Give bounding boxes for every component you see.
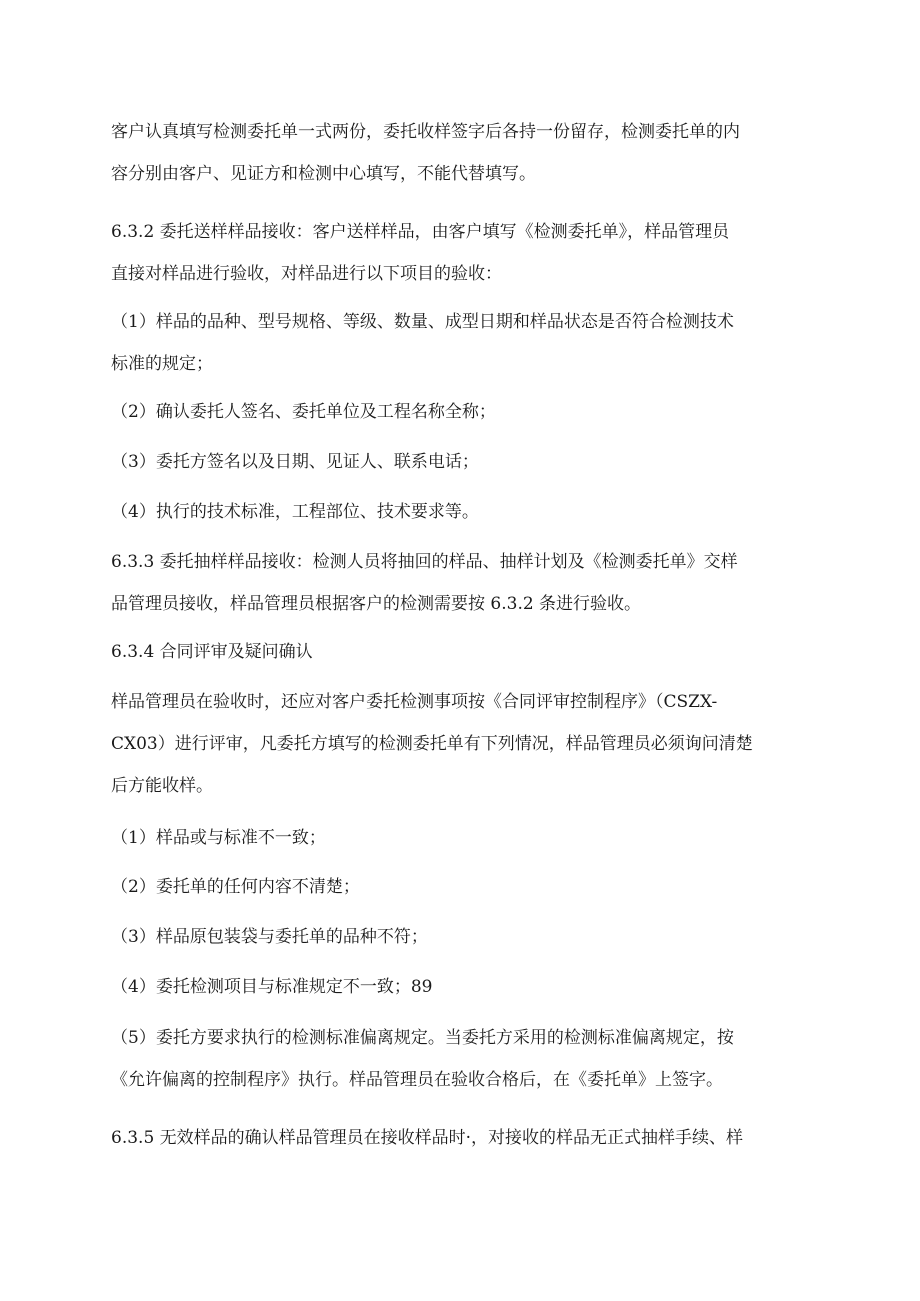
text-line: 品管理员接收，样品管理员根据客户的检测需要按 6.3.2 条进行验收。 <box>111 594 642 614</box>
text-line: 《允许偏离的控制程序》执行。样品管理员在验收合格后，在《委托单》上签字。 <box>111 1070 723 1090</box>
list-item-3 <box>111 441 811 483</box>
review-item-4 <box>111 966 811 1008</box>
text-line: 6.3.4 合同评审及疑问确认 <box>111 642 313 662</box>
text-line: （2）委托单的任何内容不清楚； <box>111 877 360 897</box>
heading-6-3-4 <box>111 631 811 673</box>
list-item-1 <box>111 301 811 385</box>
text-line: 6.3.3 委托抽样样品接收：检测人员将抽回的样品、抽样计划及《检测委托单》交样 <box>111 552 738 572</box>
text-line: 6.3.5 无效样品的确认样品管理员在接收样品时·，对接收的样品无正式抽样手续、样 <box>111 1128 744 1148</box>
review-item-1 <box>111 817 811 859</box>
text-line: 客户认真填写检测委托单一式两份，委托收样签字后各持一份留存，检测委托单的内 <box>111 122 740 142</box>
text-line: CX03）进行评审，凡委托方填写的检测委托单有下列情况，样品管理员必须询问清楚 <box>111 734 753 754</box>
text-line: 后方能收样。 <box>111 776 213 796</box>
text-line: （1）样品或与标准不一致； <box>111 828 326 848</box>
review-item-2 <box>111 866 811 908</box>
text-line: 样品管理员在验收时，还应对客户委托检测事项按《合同评审控制程序》（CSZX- <box>111 692 718 712</box>
paragraph-contract-review <box>111 681 811 807</box>
list-item-2 <box>111 391 811 433</box>
text-line: 容分别由客户、见证方和检测中心填写，不能代替填写。 <box>111 164 536 184</box>
paragraph-6-3-3 <box>111 541 811 625</box>
text-line: （4）委托检测项目与标准规定不一致；89 <box>111 977 433 997</box>
text-line: （3）样品原包装袋与委托单的品种不符； <box>111 927 428 947</box>
review-item-5 <box>111 1017 811 1101</box>
list-item-4 <box>111 491 811 533</box>
paragraph-6-3-2 <box>111 211 811 295</box>
text-line: 6.3.2 委托送样样品接收：客户送样样品，由客户填写《检测委托单》，样品管理员 <box>111 222 730 242</box>
text-line: （2）确认委托人签名、委托单位及工程名称全称； <box>111 402 496 422</box>
paragraph-client-fill-form <box>111 111 811 195</box>
text-line: （5）委托方要求执行的检测标准偏离规定。当委托方采用的检测标准偏离规定，按 <box>111 1028 734 1048</box>
text-line: （3）委托方签名以及日期、见证人、联系电话； <box>111 452 479 472</box>
paragraph-6-3-5 <box>111 1117 811 1159</box>
review-item-3 <box>111 916 811 958</box>
text-line: 直接对样品进行验收，对样品进行以下项目的验收： <box>111 264 502 284</box>
text-line: 标准的规定； <box>111 354 213 374</box>
text-line: （4）执行的技术标准，工程部位、技术要求等。 <box>111 502 479 522</box>
text-line: （1）样品的品种、型号规格、等级、数量、成型日期和样品状态是否符合检测技术 <box>111 312 734 332</box>
